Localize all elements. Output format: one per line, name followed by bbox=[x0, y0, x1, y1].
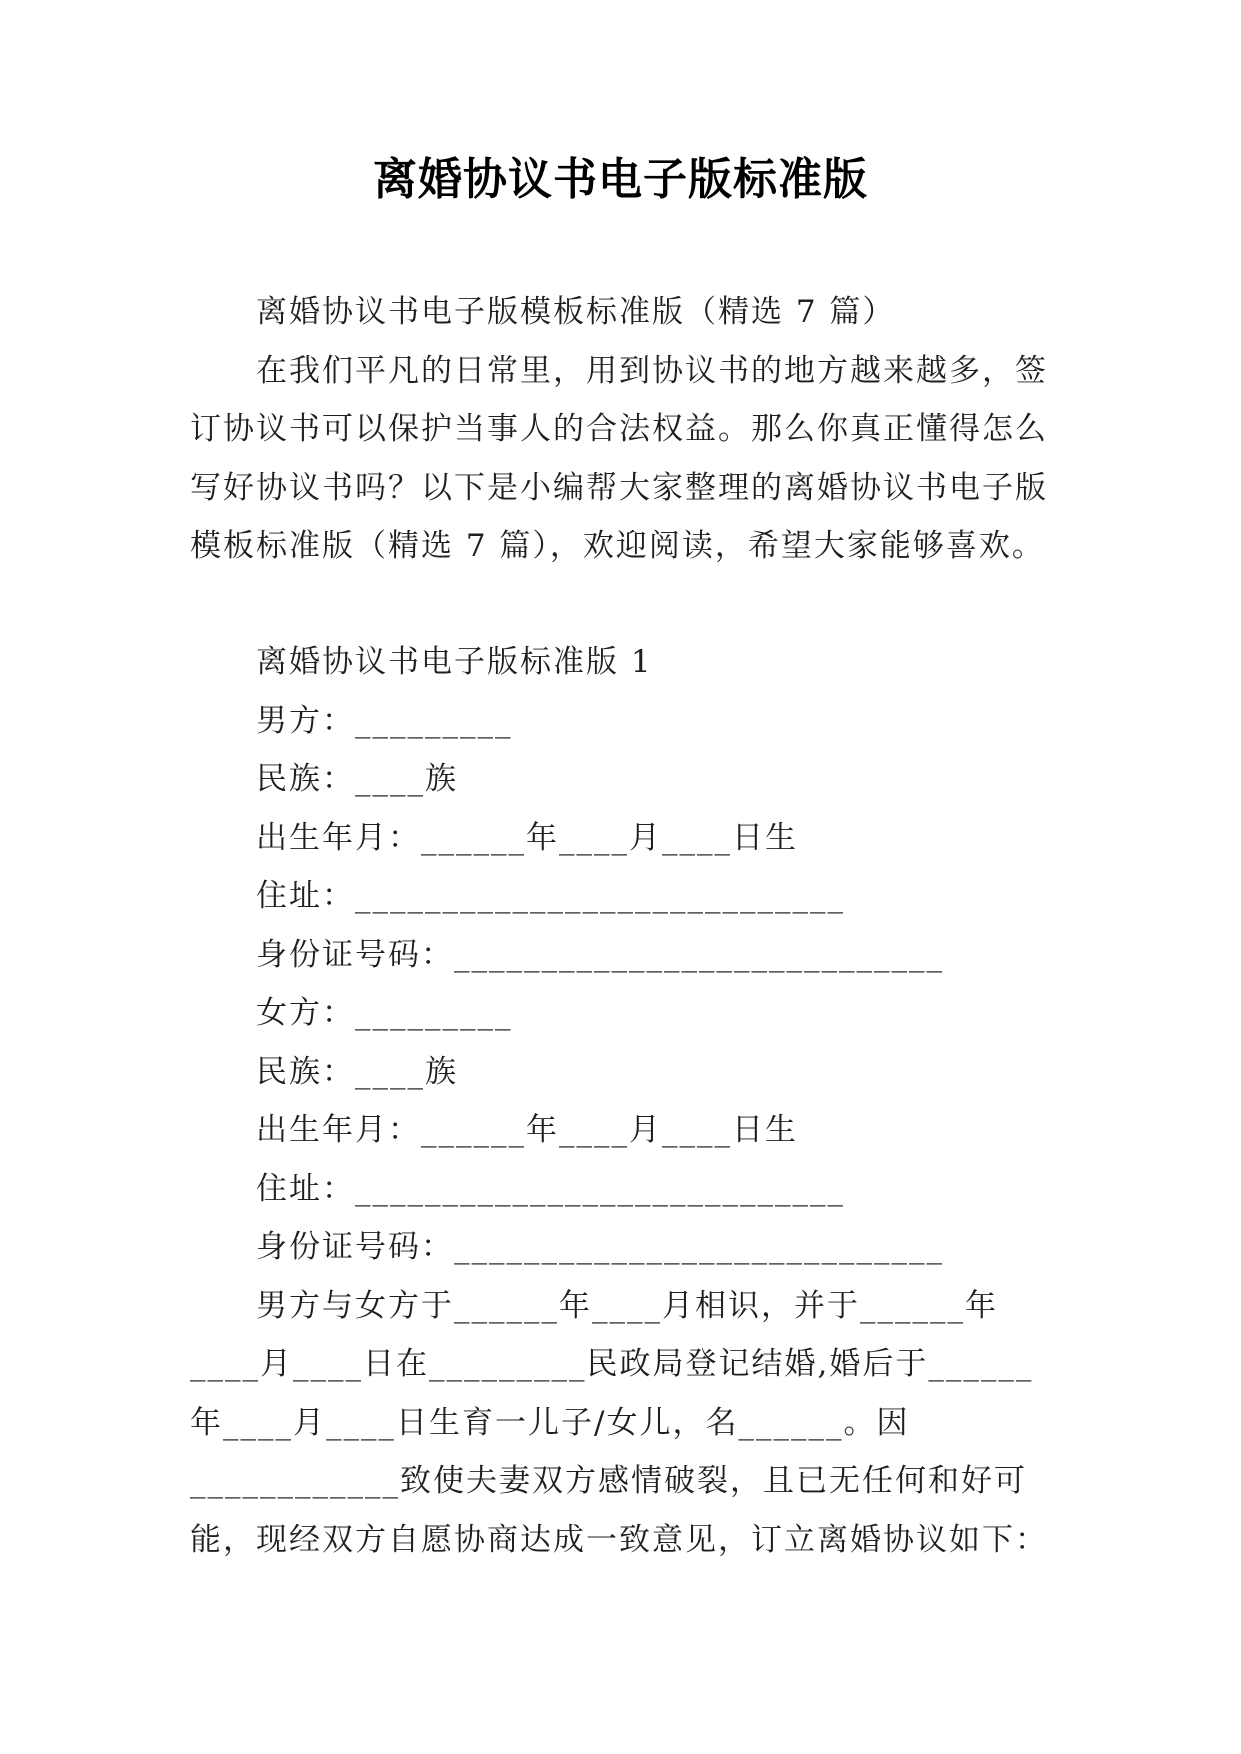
field-wife-id-number: 身份证号码：____________________________ bbox=[256, 1229, 944, 1265]
field-husband-ethnicity: 民族：____族 bbox=[256, 761, 458, 797]
field-wife-address: 住址：____________________________ bbox=[256, 1170, 845, 1207]
agreement-section bbox=[190, 633, 1060, 1569]
field-wife-birthdate: 出生年月：______年____月____日生 bbox=[256, 1112, 798, 1148]
section-heading: 离婚协议书电子版标准版 1 bbox=[256, 644, 653, 680]
field-husband-id-number: 身份证号码：____________________________ bbox=[256, 936, 944, 973]
intro-paragraph: 在我们平凡的日常里，用到协议书的地方越来越多，签订协议书可以保护当事人的合法权益。那么你真正懂得怎么写好协议书吗？以下是小编帮大家整理的离婚协议书电子版模板标准版（精选 7 篇），欢迎阅读，希望大家能够喜欢。 bbox=[190, 352, 1048, 564]
field-husband-birthdate: 出生年月：______年____月____日生 bbox=[256, 819, 798, 856]
document-title: 离婚协议书电子版标准版 bbox=[373, 154, 868, 205]
intro-block bbox=[190, 283, 1060, 576]
intro-heading: 离婚协议书电子版模板标准版（精选 7 篇） bbox=[256, 294, 896, 330]
closing-paragraph: 男方与女方于______年____月相识，并于______年____月____日在_________民政局登记结婚,婚后于______年____月____日生育一儿子/女儿，名______。因____________致使夫妻双方感情破裂，且已无任何和好可能，现经双方自愿协商达成一致意见，订立离婚协议如下： bbox=[190, 1287, 1048, 1558]
field-wife-name: 女方：_________ bbox=[256, 995, 513, 1031]
field-wife-ethnicity: 民族：____族 bbox=[256, 1053, 458, 1090]
field-husband-address: 住址：____________________________ bbox=[256, 878, 845, 914]
field-husband-name: 男方：_________ bbox=[256, 702, 513, 739]
